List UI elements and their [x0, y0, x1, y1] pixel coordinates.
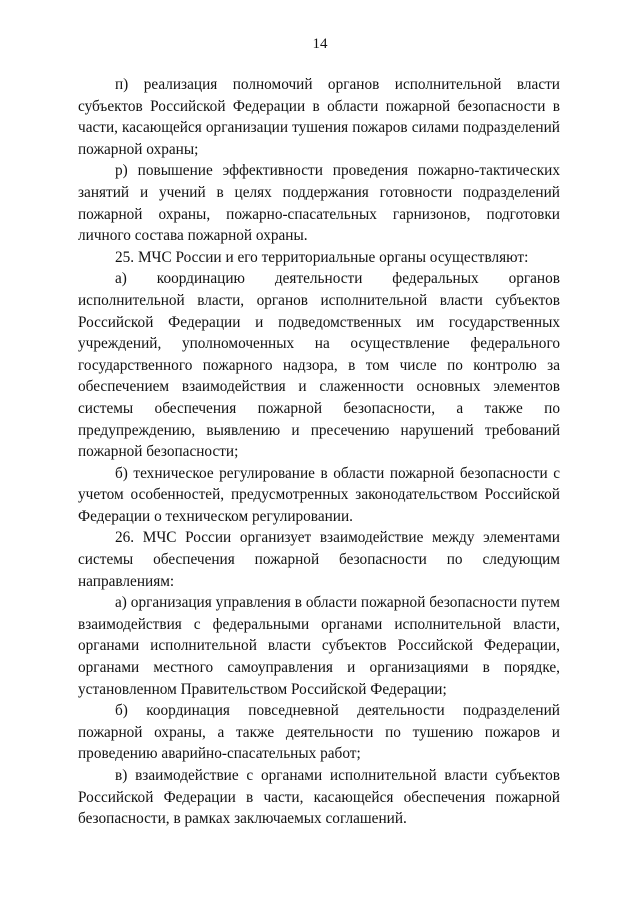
page-number: 14	[312, 36, 328, 52]
section-26-item-a: а) организация управления в области пожарной безопасности путем взаимодействия с федеральными органами исполнительной власти, органами исполнительной власти субъектов Российской Федерации, органами местного самоуправления и организациями в порядке, установленном Правительством Российской Федерации;	[78, 594, 560, 698]
section-25-heading: 25. МЧС России и его территориальные органы осуществляют:	[115, 248, 529, 266]
section-25-item-b: б) техническое регулирование в области пожарной безопасности с учетом особенностей, предусмотренных законодательством Российской Федерации о техническом регулировании.	[78, 464, 560, 525]
section-26-heading: 26. МЧС России организует взаимодействие между элементами системы обеспечения пожарной безопасности по следующим направлениям:	[78, 529, 560, 590]
section-26-item-v: в) взаимодействие с органами исполнительной власти субъектов Российской Федерации в части, касающейся обеспечения пожарной безопасности, в рамках заключаемых соглашений.	[78, 767, 560, 828]
paragraph-r: р) повышение эффективности проведения пожарно-тактических занятий и учений в целях поддержания готовности подразделений пожарной охраны, пожарно-спасательных гарнизонов, подготовки личного состава пожарной охраны.	[78, 162, 560, 245]
paragraph-p: п) реализация полномочий органов исполнительной власти субъектов Российской Федерации в области пожарной безопасности в части, касающейся организации тушения пожаров силами подразделений пожарной охраны;	[78, 76, 560, 158]
section-26-item-b: б) координация повседневной деятельности подразделений пожарной охраны, а также деятельности по тушению пожаров и проведению аварийно-спасательных работ;	[78, 702, 560, 763]
section-25-item-a: а) координацию деятельности федеральных органов исполнительной власти, органов исполнительной власти субъектов Российской Федерации и подведомственных им государственных учреждений, уполномоченных на осуществление федерального государственного пожарного надзора, в том числе по контролю за обеспечением взаимодействия и слаженности основных элементов системы обеспечения пожарной безопасности, а также по предупреждению, выявлению и пресечению нарушений требований пожарной безопасности;	[78, 270, 560, 461]
document-body	[78, 74, 560, 830]
